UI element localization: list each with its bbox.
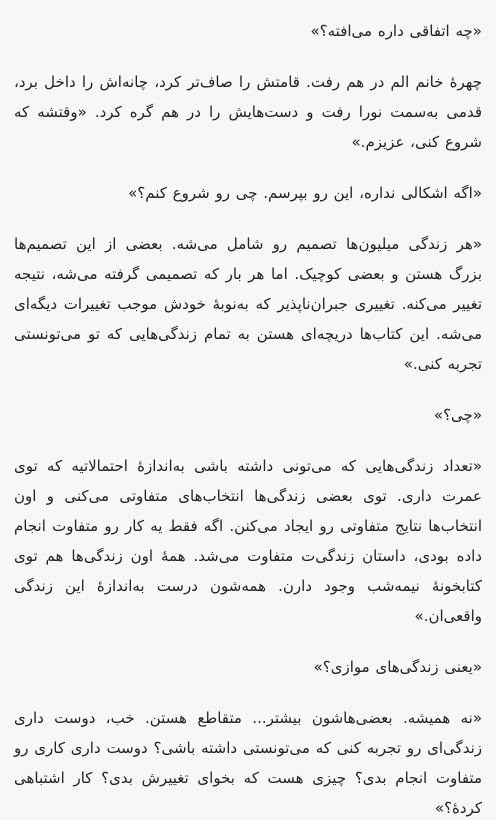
paragraph-possible-lives: «تعداد زندگی‌هایی که می‌تونی داشته باشی به‌اندازهٔ احتمالاتیه که توی عمرت داری. توی بعضی زندگی‌ها انتخاب‌های متفاوتی می‌کنی و اون انتخاب‌ها نتایج متفاوتی رو ایجاد می‌کنن. اگه فقط یه کار رو متفاوت انجام داده بودی، داستان زندگی‌ت متفاوت می‌شد. همهٔ اون زندگی‌ها هم توی کتابخونهٔ نیمه‌شب وجود دارن. همه‌شون درست به‌اندازهٔ این زندگی واقعی‌ان.» xyxy=(14,457,482,625)
paragraph-mrs-elm-reaction: چهرهٔ خانم الم در هم رفت. قامتش را صاف‌تر کرد، چانه‌اش را داخل برد، قدمی به‌سمت نورا رفت و دست‌هایش را در هم گره کرد. «وقتشه که شروع کنی، عزیزم.» xyxy=(14,73,482,151)
paragraph-decisions-explanation: «هر زندگی میلیون‌ها تصمیم رو شامل می‌شه. بعضی از این تصمیم‌ها بزرگ هستن و بعضی کوچیک. اما هر بار که تصمیمی گرفته می‌شه، نتیجه تغییر می‌کنه. تغییری جبران‌ناپذیر که به‌نوبهٔ خودش موجب تغییرات دیگه‌ای می‌شه. این کتاب‌ها دریچه‌ای هستن به تمام زندگی‌هایی که تو می‌تونستی تجربه کنی.» xyxy=(14,235,482,373)
paragraph-question-what: «چی؟» xyxy=(433,406,482,424)
paragraph-question-parallel-lives: «یعنی زندگی‌های موازی؟» xyxy=(313,658,482,676)
paragraph-question-start-what: «اگه اشکالی نداره، این رو بپرسم. چی رو شروع کنم؟» xyxy=(128,184,482,202)
paragraph-intersecting-lives: «نه همیشه. بعضی‌هاشون بیشتر... متقاطع هستن. خب، دوست داری زندگی‌ای رو تجربه کنی که می‌تونستی داشته باشی؟ دوست داری کاری رو متفاوت انجام بدی؟ چیزی هست که بخوای تغییرش بدی؟ کار اشتباهی کردهٔ؟» xyxy=(14,709,482,817)
paragraph-question-what-is-happening: «چه اتفاقی داره می‌افته؟» xyxy=(310,22,482,40)
